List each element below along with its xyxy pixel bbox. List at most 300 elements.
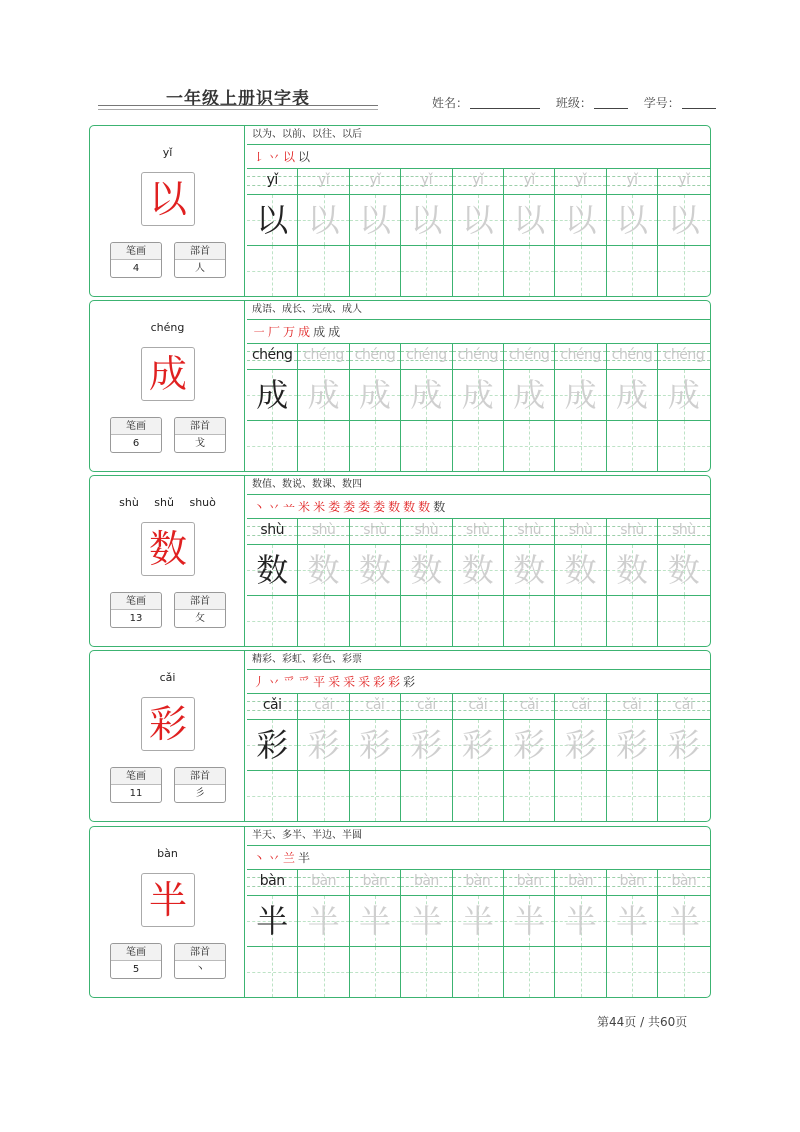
practice-cell[interactable] (247, 869, 298, 997)
grid-guide-v (324, 947, 325, 997)
grid-guide-v (684, 246, 685, 296)
character-info-panel (90, 476, 245, 646)
stroke-step: 爫 (298, 675, 311, 689)
tian-grid-box (658, 719, 709, 770)
tian-grid-box-empty[interactable] (504, 420, 554, 471)
grid-guide-v (272, 246, 273, 296)
character-trace: 成 (615, 376, 648, 414)
grid-guide-v (375, 596, 376, 646)
practice-cell[interactable] (453, 693, 504, 821)
tian-grid-box-empty[interactable] (658, 595, 709, 646)
pinyin-writing-lines (453, 693, 503, 719)
tian-grid-box-empty[interactable] (504, 595, 554, 646)
character-model: 成 (256, 376, 289, 414)
practice-panel (247, 301, 710, 471)
practice-cell[interactable] (658, 168, 709, 296)
grid-guide-v (478, 596, 479, 646)
tian-grid-box-empty[interactable] (247, 245, 297, 296)
tian-grid-box-empty[interactable] (504, 245, 554, 296)
tian-grid-box-empty[interactable] (607, 245, 657, 296)
pinyin-writing-lines (453, 343, 503, 369)
student-info-fields (432, 94, 728, 111)
stroke-step: 彩 (373, 675, 386, 689)
stroke-step: 米 (313, 500, 326, 514)
practice-cell[interactable] (298, 869, 349, 997)
practice-cell[interactable] (350, 168, 401, 296)
stroke-count-box (110, 242, 162, 278)
practice-cell[interactable] (247, 343, 298, 471)
radical-value: 攵 (195, 613, 205, 624)
stroke-step: 以 (298, 150, 311, 164)
pinyin-trace: bàn (311, 873, 336, 889)
character-info-panel (90, 651, 245, 821)
pinyin-trace: cǎi (571, 697, 590, 713)
character-trace: 半 (307, 902, 340, 940)
tian-grid-box (350, 719, 400, 770)
stroke-step: 数 (418, 500, 431, 514)
tian-grid-box (350, 369, 400, 420)
grid-guide-v (684, 771, 685, 821)
practice-cell[interactable] (350, 869, 401, 997)
stroke-count-label: 笔画 (111, 418, 161, 435)
pinyin-writing-lines (607, 693, 657, 719)
stroke-order (253, 496, 448, 518)
stroke-step: 采 (343, 675, 356, 689)
tian-grid-box-empty[interactable] (401, 770, 451, 821)
practice-cell[interactable] (555, 343, 606, 471)
character-pinyin: yǐ (162, 146, 173, 159)
practice-cell[interactable] (247, 168, 298, 296)
pinyin-trace: cǎi (417, 697, 436, 713)
tian-grid-box (298, 369, 348, 420)
pinyin-trace: chéng (508, 347, 550, 363)
pinyin-writing-lines (350, 869, 400, 895)
practice-cell[interactable] (504, 869, 555, 997)
tian-grid-box-empty[interactable] (350, 770, 400, 821)
stroke-count-value: 4 (132, 263, 140, 274)
tian-grid-box (298, 719, 348, 770)
stroke-step: 成 (328, 325, 341, 339)
grid-guide-v (581, 246, 582, 296)
character-main: 数 (148, 527, 187, 571)
character-card (89, 300, 711, 472)
pinyin-writing-lines (350, 693, 400, 719)
stroke-step: 丷 (268, 851, 281, 865)
stroke-step: 数 (403, 500, 416, 514)
radical-box (174, 417, 226, 453)
tian-grid-box (401, 719, 451, 770)
stroke-step: 厂 (268, 325, 281, 339)
tian-grid-box-empty[interactable] (504, 770, 554, 821)
stroke-step: 以 (283, 150, 296, 164)
practice-cell[interactable] (504, 343, 555, 471)
tian-grid-box-empty[interactable] (247, 420, 297, 471)
tian-grid-box-empty[interactable] (298, 595, 348, 646)
pinyin-trace: shù (311, 522, 336, 538)
practice-cell[interactable] (401, 869, 452, 997)
practice-cell[interactable] (555, 518, 606, 646)
radical-label: 部首 (175, 418, 225, 435)
tian-grid-box-empty[interactable] (350, 245, 400, 296)
stroke-count-value: 6 (132, 438, 140, 449)
page-number: 第44页 / 共60页 (597, 1015, 688, 1029)
pinyin-writing-lines (401, 869, 451, 895)
tian-grid-box-empty[interactable] (401, 245, 451, 296)
character-card (89, 826, 711, 998)
character-model: 数 (256, 551, 289, 589)
character-trace: 彩 (307, 726, 340, 764)
pinyin-writing-lines (350, 168, 400, 194)
tian-grid-box-empty[interactable] (555, 946, 605, 997)
character-trace: 以 (513, 201, 546, 239)
character-trace: 半 (564, 902, 597, 940)
pinyin-writing-lines (401, 693, 451, 719)
class-blank[interactable] (594, 97, 628, 109)
tian-grid-box-empty[interactable] (453, 245, 503, 296)
pinyin-writing-lines (658, 693, 709, 719)
pinyin-model: chéng (251, 347, 293, 363)
tian-grid-box-empty[interactable] (453, 770, 503, 821)
tian-grid-box-empty[interactable] (658, 245, 709, 296)
tian-grid-box (298, 194, 348, 245)
tian-grid-box (453, 194, 503, 245)
stroke-step: 米 (298, 500, 311, 514)
pinyin-trace: yǐ (574, 172, 587, 188)
character-trace: 以 (615, 201, 648, 239)
stroke-count-label: 笔画 (111, 243, 161, 260)
practice-cell[interactable] (401, 168, 452, 296)
grid-guide-v (581, 421, 582, 471)
practice-cell[interactable] (401, 343, 452, 471)
tian-grid-box-empty[interactable] (555, 245, 605, 296)
page-header (0, 0, 800, 120)
stroke-step: 万 (283, 325, 296, 339)
character-trace: 彩 (358, 726, 391, 764)
tian-grid-box-empty[interactable] (607, 946, 657, 997)
character-trace: 以 (667, 201, 700, 239)
character-trace: 半 (513, 902, 546, 940)
tian-grid-box (247, 895, 297, 946)
grid-guide-v (324, 596, 325, 646)
stroke-order (253, 146, 313, 168)
pinyin-trace: shù (414, 522, 439, 538)
pinyin-trace: bàn (568, 873, 593, 889)
pinyin-model: yǐ (266, 172, 278, 188)
stroke-step: 彩 (403, 675, 416, 689)
practice-grid (247, 168, 710, 296)
practice-cell[interactable] (607, 168, 658, 296)
stroke-step: 兰 (283, 851, 296, 865)
practice-cell[interactable] (504, 693, 555, 821)
character-info-panel (90, 126, 245, 296)
character-trace: 半 (615, 902, 648, 940)
stroke-step: 数 (388, 500, 401, 514)
practice-cell[interactable] (607, 693, 658, 821)
practice-cell[interactable] (298, 518, 349, 646)
pinyin-trace: cǎi (519, 697, 539, 713)
character-pinyin: shù shǔ shuò (119, 496, 216, 509)
pinyin-trace: chéng (560, 347, 601, 363)
pinyin-trace: bàn (413, 873, 439, 889)
id-field[interactable] (644, 94, 716, 111)
pinyin-writing-lines (504, 343, 554, 369)
row-divider (247, 669, 710, 670)
character-pinyin: chéng (150, 321, 185, 334)
tian-grid-box-empty[interactable] (453, 946, 503, 997)
practice-cell[interactable] (607, 518, 658, 646)
grid-guide-v (632, 246, 633, 296)
stroke-step: 采 (328, 675, 341, 689)
tian-grid-box (555, 895, 605, 946)
practice-cell[interactable] (658, 869, 709, 997)
practice-cell[interactable] (453, 343, 504, 471)
practice-cell[interactable] (555, 693, 606, 821)
character-trace: 彩 (513, 726, 546, 764)
tian-grid-box (658, 194, 709, 245)
stroke-step: ㇙ (253, 150, 266, 164)
pinyin-trace: cǎi (468, 697, 488, 713)
tian-grid-box-empty[interactable] (401, 595, 451, 646)
grid-guide-v (375, 246, 376, 296)
pinyin-trace: bàn (619, 873, 645, 889)
stroke-count-value: 5 (132, 964, 140, 975)
practice-grid (247, 343, 710, 471)
tian-grid-box-empty[interactable] (555, 770, 605, 821)
character-display-box (141, 697, 195, 751)
pinyin-writing-lines (298, 693, 348, 719)
pinyin-writing-lines (453, 518, 503, 544)
grid-guide-v (478, 947, 479, 997)
character-trace: 以 (358, 201, 391, 239)
pinyin-trace: bàn (465, 873, 491, 889)
tian-grid-box-empty[interactable] (658, 946, 709, 997)
tian-grid-box-empty[interactable] (453, 595, 503, 646)
character-trace: 半 (410, 902, 443, 940)
pinyin-trace: chéng (457, 347, 499, 363)
pinyin-writing-lines (504, 869, 554, 895)
name-blank[interactable] (470, 97, 540, 109)
practice-cell[interactable] (298, 168, 349, 296)
practice-cell[interactable] (401, 693, 452, 821)
pinyin-trace: yǐ (369, 172, 381, 188)
tian-grid-box (247, 194, 297, 245)
tian-grid-box (504, 194, 554, 245)
practice-cell[interactable] (504, 518, 555, 646)
stroke-step: 平 (313, 675, 326, 689)
practice-cell[interactable] (298, 343, 349, 471)
tian-grid-box-empty[interactable] (401, 946, 451, 997)
radical-box (174, 767, 226, 803)
tian-grid-box-empty[interactable] (298, 245, 348, 296)
practice-cell[interactable] (298, 693, 349, 821)
stroke-step: 娄 (343, 500, 356, 514)
pinyin-trace: shù (466, 522, 490, 538)
pinyin-writing-lines (247, 343, 297, 369)
tian-grid-box (555, 544, 605, 595)
pinyin-model: cǎi (262, 697, 282, 713)
grid-guide-v (581, 596, 582, 646)
practice-cell[interactable] (247, 518, 298, 646)
tian-grid-box-empty[interactable] (247, 946, 297, 997)
tian-grid-box-empty[interactable] (298, 770, 348, 821)
tian-grid-box (453, 369, 503, 420)
example-words: 以为、以前、以往、以后 (252, 129, 362, 140)
tian-grid-box (350, 895, 400, 946)
grid-guide-v (581, 771, 582, 821)
tian-grid-box-empty[interactable] (658, 770, 709, 821)
grid-guide-v (632, 596, 633, 646)
tian-grid-box-empty[interactable] (658, 420, 709, 471)
stroke-step: ㇐ (253, 325, 266, 339)
tian-grid-box (504, 719, 554, 770)
character-info-panel (90, 301, 245, 471)
practice-cell[interactable] (658, 518, 709, 646)
character-display-box (141, 172, 195, 226)
character-main: 成 (148, 352, 187, 396)
class-field[interactable] (556, 94, 628, 111)
pinyin-writing-lines (298, 168, 348, 194)
tian-grid-box (453, 544, 503, 595)
practice-cell[interactable] (555, 168, 606, 296)
pinyin-writing-lines (247, 869, 297, 895)
tian-grid-box (401, 544, 451, 595)
pinyin-writing-lines (555, 168, 605, 194)
radical-value: 丶 (195, 964, 205, 975)
character-trace: 彩 (564, 726, 597, 764)
tian-grid-box (658, 544, 709, 595)
stroke-step: 数 (433, 500, 446, 514)
tian-grid-box-empty[interactable] (607, 595, 657, 646)
character-trace: 成 (461, 376, 494, 414)
tian-grid-box-empty[interactable] (607, 420, 657, 471)
character-trace: 成 (564, 376, 597, 414)
practice-cell[interactable] (504, 168, 555, 296)
tian-grid-box (298, 544, 348, 595)
practice-cell[interactable] (350, 518, 401, 646)
pinyin-writing-lines (658, 869, 709, 895)
character-trace: 成 (410, 376, 443, 414)
pinyin-writing-lines (247, 693, 297, 719)
id-label: 学号： (643, 96, 680, 110)
character-trace: 彩 (615, 726, 648, 764)
character-trace: 半 (358, 902, 391, 940)
practice-cell[interactable] (453, 168, 504, 296)
practice-cell[interactable] (607, 869, 658, 997)
tian-grid-box (658, 895, 709, 946)
pinyin-model: shù (260, 522, 284, 538)
tian-grid-box-empty[interactable] (504, 946, 554, 997)
practice-cell[interactable] (350, 343, 401, 471)
tian-grid-box-empty[interactable] (247, 770, 297, 821)
character-trace: 数 (667, 551, 700, 589)
pinyin-writing-lines (504, 693, 554, 719)
grid-guide-v (478, 421, 479, 471)
pinyin-trace: chéng (611, 347, 653, 363)
character-trace: 数 (513, 551, 546, 589)
practice-cell[interactable] (658, 343, 709, 471)
pinyin-trace: chéng (663, 347, 705, 363)
grid-guide-v (529, 246, 530, 296)
stroke-order (253, 321, 343, 343)
practice-cell[interactable] (607, 343, 658, 471)
tian-grid-box (298, 895, 348, 946)
stroke-step: 爫 (283, 675, 296, 689)
grid-guide-v (324, 246, 325, 296)
tian-grid-box (401, 194, 451, 245)
character-trace: 彩 (461, 726, 494, 764)
pinyin-writing-lines (504, 518, 554, 544)
stroke-step: 娄 (328, 500, 341, 514)
pinyin-trace: chéng (406, 347, 447, 363)
pinyin-writing-lines (298, 343, 348, 369)
tian-grid-box-empty[interactable] (453, 420, 503, 471)
practice-cell[interactable] (247, 693, 298, 821)
practice-cell[interactable] (401, 518, 452, 646)
character-info-panel (90, 827, 245, 997)
radical-value: 彡 (195, 788, 205, 799)
pinyin-trace: cǎi (622, 697, 642, 713)
pinyin-writing-lines (607, 518, 657, 544)
practice-cell[interactable] (555, 869, 606, 997)
stroke-order (253, 671, 418, 693)
grid-guide-v (478, 771, 479, 821)
pinyin-trace: yǐ (420, 172, 432, 188)
practice-panel (247, 476, 710, 646)
tian-grid-box-empty[interactable] (350, 595, 400, 646)
practice-cell[interactable] (453, 518, 504, 646)
tian-grid-box-empty[interactable] (607, 770, 657, 821)
practice-cell[interactable] (453, 869, 504, 997)
tian-grid-box-empty[interactable] (350, 420, 400, 471)
character-trace: 成 (358, 376, 391, 414)
tian-grid-box-empty[interactable] (298, 420, 348, 471)
tian-grid-box (247, 719, 297, 770)
stroke-count-box (110, 767, 162, 803)
id-blank[interactable] (682, 97, 716, 109)
character-trace: 成 (513, 376, 546, 414)
pinyin-writing-lines (607, 343, 657, 369)
grid-guide-v (426, 596, 427, 646)
tian-grid-box (350, 544, 400, 595)
tian-grid-box-empty[interactable] (247, 595, 297, 646)
character-model: 彩 (256, 726, 289, 764)
grid-guide-v (684, 421, 685, 471)
tian-grid-box-empty[interactable] (298, 946, 348, 997)
practice-cell[interactable] (658, 693, 709, 821)
grid-guide-v (375, 771, 376, 821)
tian-grid-box (607, 369, 657, 420)
tian-grid-box-empty[interactable] (350, 946, 400, 997)
radical-box (174, 592, 226, 628)
name-field[interactable] (432, 94, 540, 111)
tian-grid-box (504, 895, 554, 946)
character-main: 半 (148, 878, 187, 922)
tian-grid-box (555, 369, 605, 420)
pinyin-writing-lines (607, 168, 657, 194)
practice-cell[interactable] (350, 693, 401, 821)
pinyin-writing-lines (247, 168, 297, 194)
pinyin-trace: yǐ (678, 172, 690, 188)
pinyin-writing-lines (555, 343, 605, 369)
tian-grid-box (555, 194, 605, 245)
pinyin-writing-lines (453, 168, 503, 194)
pinyin-writing-lines (658, 343, 709, 369)
tian-grid-box-empty[interactable] (401, 420, 451, 471)
character-trace: 成 (307, 376, 340, 414)
pinyin-writing-lines (658, 168, 709, 194)
tian-grid-box-empty[interactable] (555, 595, 605, 646)
tian-grid-box-empty[interactable] (555, 420, 605, 471)
